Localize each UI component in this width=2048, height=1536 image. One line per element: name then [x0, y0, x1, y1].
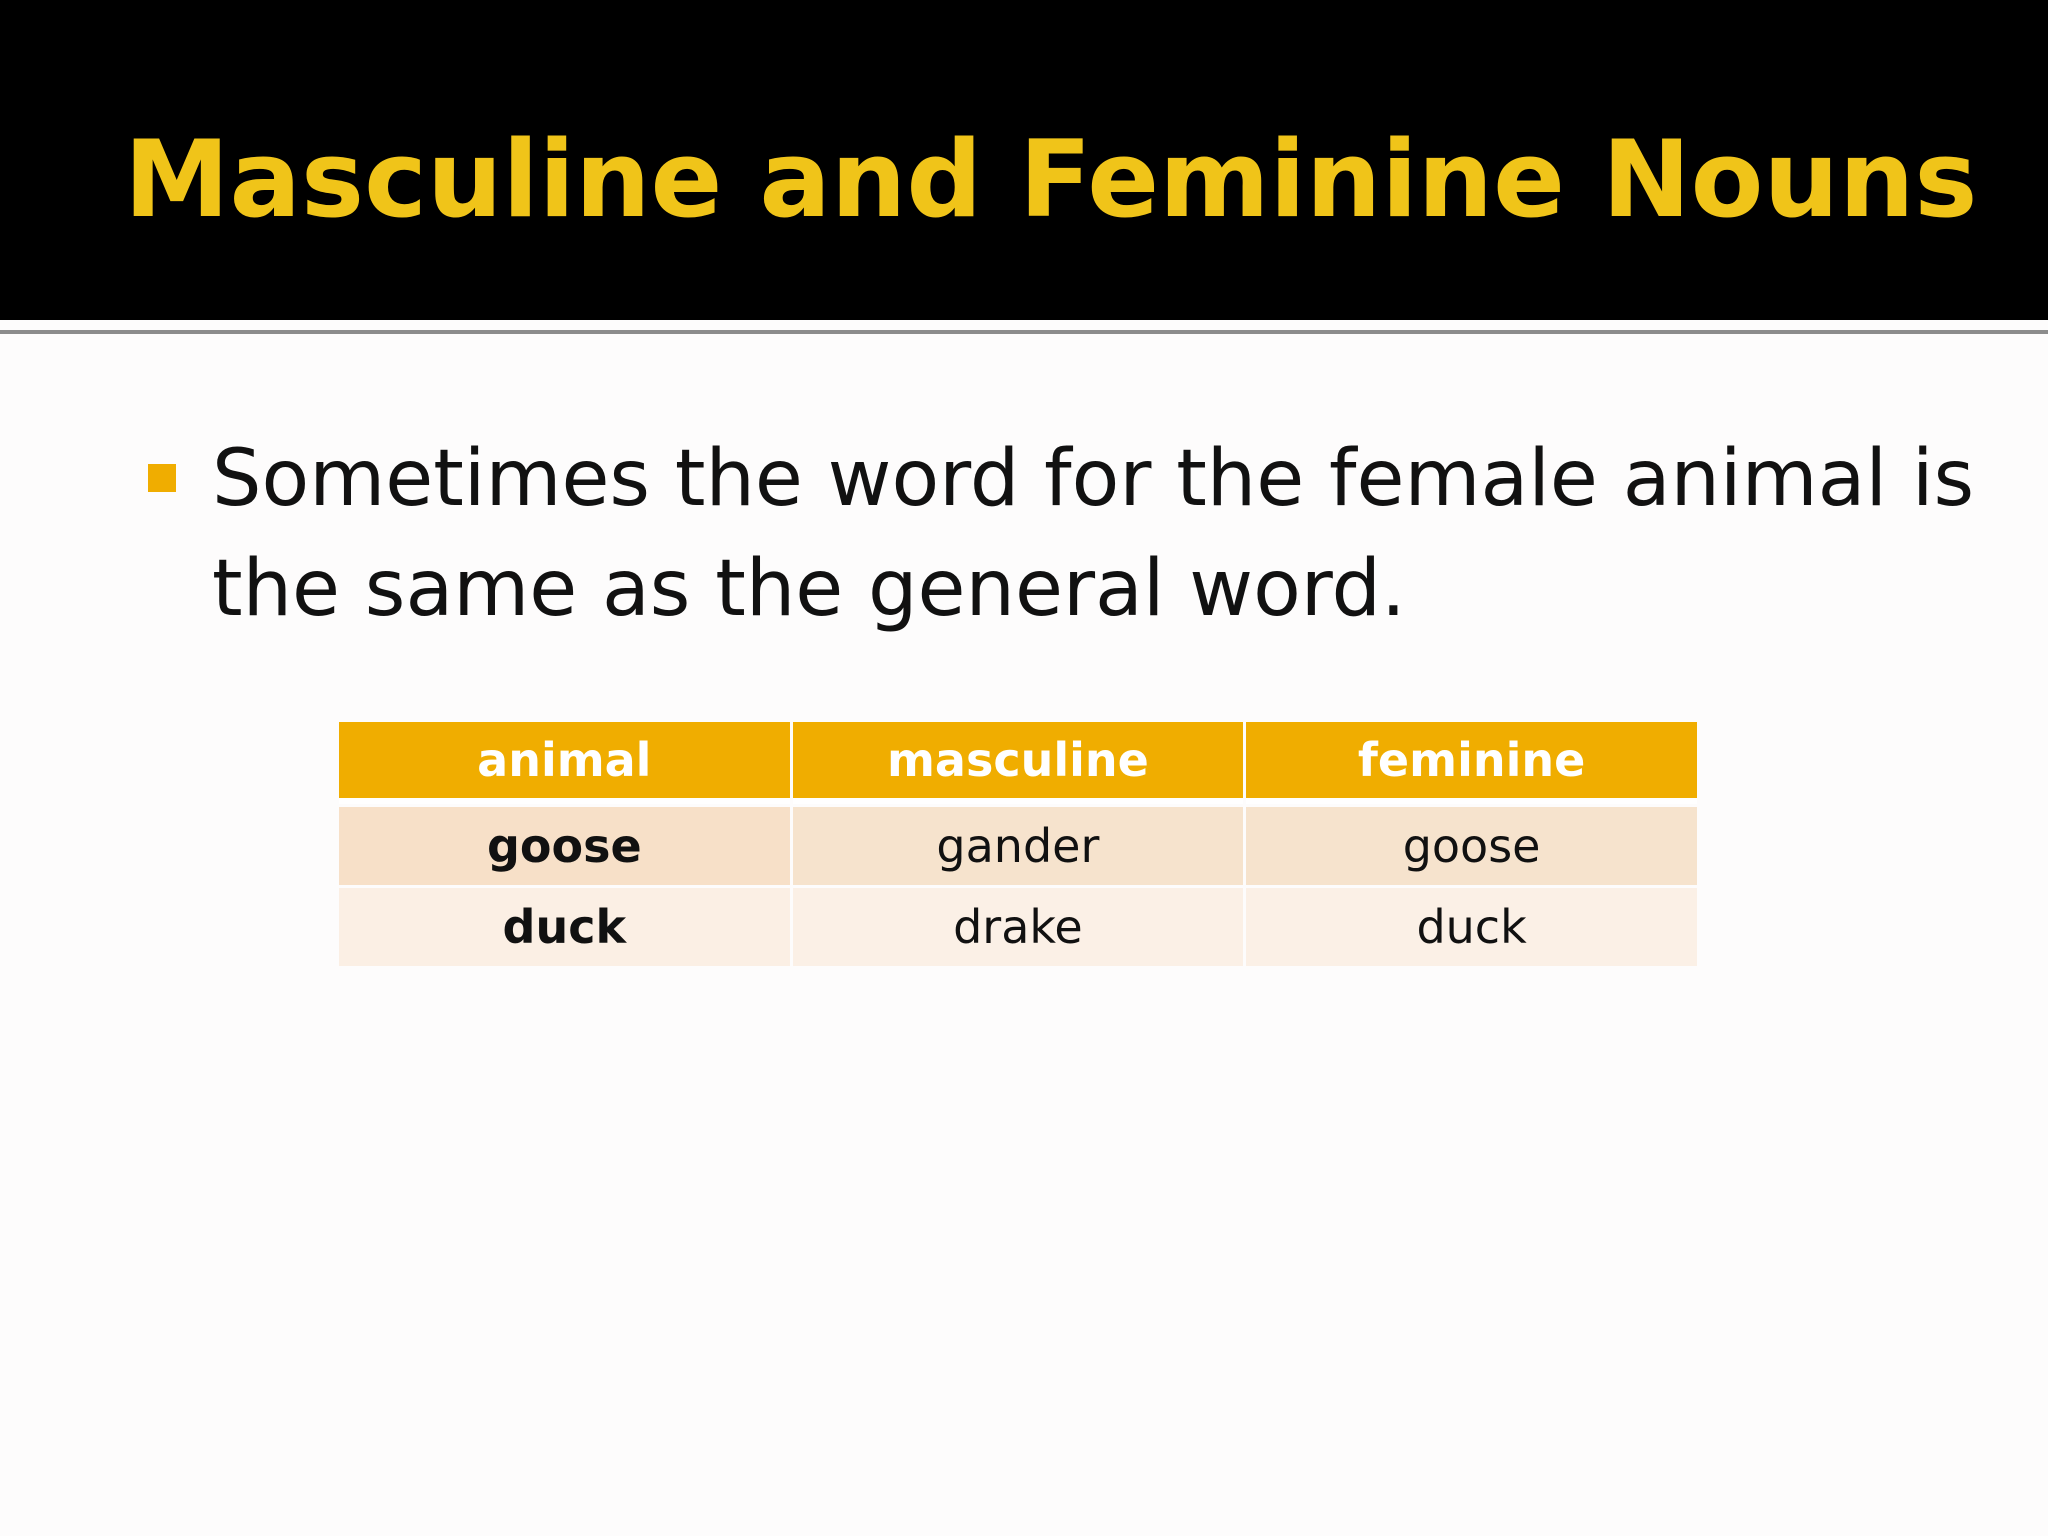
table-header-feminine: feminine: [1246, 722, 1697, 804]
bullet-square-icon: [148, 464, 176, 492]
slide-title: Masculine and Feminine Nouns: [124, 118, 1978, 241]
table-header-row: [339, 722, 1697, 804]
bullet-text: Sometimes the word for the female animal is the same as the general word.: [212, 434, 1975, 634]
table-cell-animal: duck: [339, 888, 790, 966]
table-cell-animal: goose: [339, 807, 790, 885]
title-bar: [0, 0, 2048, 320]
table-row: [339, 807, 1697, 885]
table-cell-feminine: duck: [1246, 888, 1697, 966]
table-header-animal: animal: [339, 722, 790, 804]
table-cell-masculine: gander: [793, 807, 1244, 885]
table-row: [339, 888, 1697, 966]
title-divider: [0, 330, 2048, 334]
table-cell-feminine: goose: [1246, 807, 1697, 885]
noun-table: [336, 719, 1700, 969]
table-cell-masculine: drake: [793, 888, 1244, 966]
table-header-masculine: masculine: [793, 722, 1244, 804]
